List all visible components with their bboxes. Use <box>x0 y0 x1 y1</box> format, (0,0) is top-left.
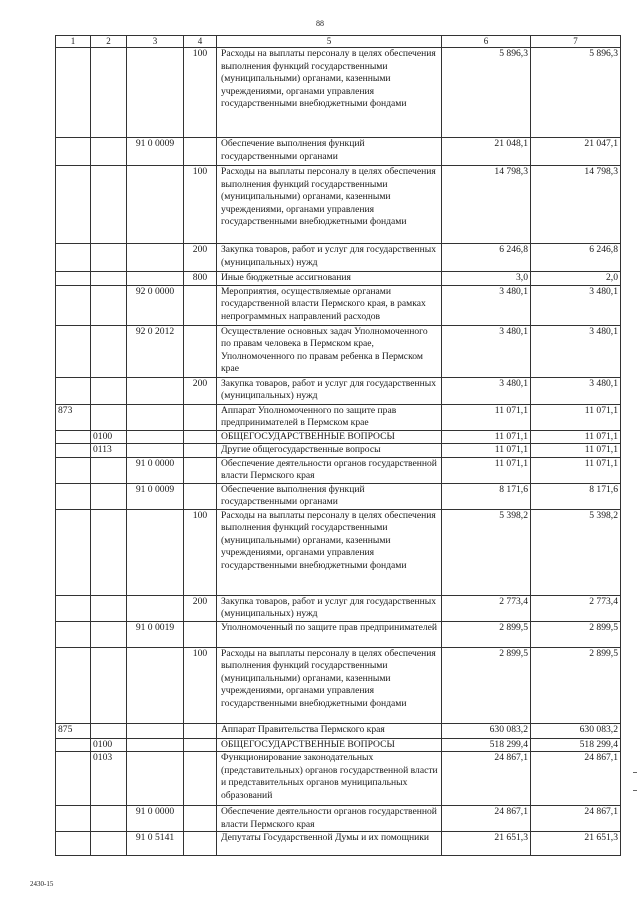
name-cell: Закупка товаров, работ и услуг для государственных (муниципальных) нужд <box>217 377 442 404</box>
ministry-code-cell <box>56 244 91 272</box>
table-row <box>56 325 621 377</box>
table-header-row <box>56 36 621 48</box>
expense-type-cell: 100 <box>184 509 217 595</box>
target-article-cell <box>127 272 184 286</box>
target-article-cell: 92 0 2012 <box>127 325 184 377</box>
amount-cell: 8 171,6 <box>531 483 621 509</box>
amount-cell: 24 867,1 <box>442 806 531 832</box>
name-cell: Иные бюджетные ассигнования <box>217 272 442 286</box>
section-code-cell <box>91 595 127 621</box>
table-row <box>56 595 621 621</box>
section-code-cell <box>91 832 127 856</box>
table-row <box>56 404 621 430</box>
amount-cell: 6 246,8 <box>442 244 531 272</box>
amount-cell: 2 899,5 <box>442 647 531 723</box>
expense-type-cell: 800 <box>184 272 217 286</box>
amount-cell: 11 071,1 <box>531 444 621 458</box>
amount-cell: 3,0 <box>442 272 531 286</box>
name-cell: Обеспечение выполнения функций государственными органами <box>217 483 442 509</box>
column-header: 2 <box>91 36 127 48</box>
margin-mark <box>633 772 637 773</box>
ministry-code-cell <box>56 285 91 325</box>
amount-cell: 5 896,3 <box>442 48 531 138</box>
table-row <box>56 738 621 752</box>
table-row <box>56 166 621 244</box>
expense-type-cell <box>184 621 217 647</box>
amount-cell: 3 480,1 <box>442 285 531 325</box>
expense-type-cell <box>184 457 217 483</box>
target-article-cell: 91 0 0009 <box>127 483 184 509</box>
table-row <box>56 430 621 444</box>
table-row <box>56 457 621 483</box>
amount-cell: 3 480,1 <box>442 325 531 377</box>
section-code-cell: 0100 <box>91 738 127 752</box>
amount-cell: 2 899,5 <box>442 621 531 647</box>
ministry-code-cell <box>56 48 91 138</box>
table-row <box>56 832 621 856</box>
name-cell: Депутаты Государственной Думы и их помощники <box>217 832 442 856</box>
section-code-cell <box>91 723 127 738</box>
amount-cell: 21 651,3 <box>442 832 531 856</box>
table-row <box>56 483 621 509</box>
amount-cell: 3 480,1 <box>442 377 531 404</box>
section-code-cell: 0100 <box>91 430 127 444</box>
amount-cell: 11 071,1 <box>531 404 621 430</box>
section-code-cell <box>91 483 127 509</box>
expense-type-cell <box>184 723 217 738</box>
amount-cell: 14 798,3 <box>531 166 621 244</box>
name-cell: Функционирование законодательных (представительных) органов государственной власти и представительных органов муниципальных образований <box>217 752 442 806</box>
expense-type-cell <box>184 430 217 444</box>
name-cell: Мероприятия, осуществляемые органами государственной власти Пермского края, в рамках непрограммных направлений расходов <box>217 285 442 325</box>
amount-cell: 630 083,2 <box>531 723 621 738</box>
column-header: 3 <box>127 36 184 48</box>
document-code: 2430-15 <box>30 880 54 888</box>
amount-cell: 3 480,1 <box>531 325 621 377</box>
target-article-cell <box>127 244 184 272</box>
target-article-cell <box>127 723 184 738</box>
target-article-cell <box>127 430 184 444</box>
target-article-cell <box>127 404 184 430</box>
table-row <box>56 509 621 595</box>
expense-type-cell <box>184 325 217 377</box>
target-article-cell <box>127 48 184 138</box>
ministry-code-cell <box>56 752 91 806</box>
amount-cell: 21 047,1 <box>531 138 621 166</box>
section-code-cell <box>91 457 127 483</box>
section-code-cell <box>91 806 127 832</box>
name-cell: Расходы на выплаты персоналу в целях обеспечения выполнения функций государственными (муниципальными) органами, казенными учреждениями, органами управления государственными внебюджетными фондами <box>217 166 442 244</box>
ministry-code-cell <box>56 509 91 595</box>
expense-type-cell <box>184 483 217 509</box>
table-row <box>56 244 621 272</box>
name-cell: Обеспечение деятельности органов государственной власти Пермского края <box>217 457 442 483</box>
table-row <box>56 48 621 138</box>
name-cell: ОБЩЕГОСУДАРСТВЕННЫЕ ВОПРОСЫ <box>217 738 442 752</box>
amount-cell: 6 246,8 <box>531 244 621 272</box>
section-code-cell: 0113 <box>91 444 127 458</box>
name-cell: Расходы на выплаты персоналу в целях обеспечения выполнения функций государственными (муниципальными) органами, казенными учреждениями, органами управления государственными внебюджетными фондами <box>217 48 442 138</box>
expense-type-cell <box>184 806 217 832</box>
amount-cell: 11 071,1 <box>531 457 621 483</box>
amount-cell: 3 480,1 <box>531 377 621 404</box>
amount-cell: 11 071,1 <box>531 430 621 444</box>
expense-type-cell <box>184 138 217 166</box>
target-article-cell <box>127 509 184 595</box>
ministry-code-cell <box>56 444 91 458</box>
amount-cell: 518 299,4 <box>531 738 621 752</box>
ministry-code-cell <box>56 430 91 444</box>
name-cell: Расходы на выплаты персоналу в целях обеспечения выполнения функций государственными (муниципальными) органами, казенными учреждениями, органами управления государственными внебюджетными фондами <box>217 647 442 723</box>
ministry-code-cell <box>56 457 91 483</box>
amount-cell: 24 867,1 <box>442 752 531 806</box>
amount-cell: 11 071,1 <box>442 430 531 444</box>
ministry-code-cell: 873 <box>56 404 91 430</box>
column-header: 1 <box>56 36 91 48</box>
expense-type-cell: 100 <box>184 166 217 244</box>
ministry-code-cell <box>56 377 91 404</box>
table-row <box>56 723 621 738</box>
table-row <box>56 377 621 404</box>
expense-type-cell <box>184 752 217 806</box>
name-cell: Закупка товаров, работ и услуг для государственных (муниципальных) нужд <box>217 244 442 272</box>
amount-cell: 14 798,3 <box>442 166 531 244</box>
table-row <box>56 285 621 325</box>
amount-cell: 11 071,1 <box>442 404 531 430</box>
column-header: 7 <box>531 36 621 48</box>
amount-cell: 5 398,2 <box>442 509 531 595</box>
amount-cell: 8 171,6 <box>442 483 531 509</box>
expense-type-cell <box>184 285 217 325</box>
target-article-cell <box>127 377 184 404</box>
amount-cell: 5 896,3 <box>531 48 621 138</box>
budget-table <box>55 35 621 856</box>
target-article-cell <box>127 595 184 621</box>
column-header: 5 <box>217 36 442 48</box>
target-article-cell <box>127 166 184 244</box>
name-cell: Обеспечение деятельности органов государственной власти Пермского края <box>217 806 442 832</box>
section-code-cell <box>91 377 127 404</box>
section-code-cell <box>91 138 127 166</box>
section-code-cell <box>91 244 127 272</box>
amount-cell: 24 867,1 <box>531 752 621 806</box>
amount-cell: 21 651,3 <box>531 832 621 856</box>
section-code-cell <box>91 325 127 377</box>
name-cell: ОБЩЕГОСУДАРСТВЕННЫЕ ВОПРОСЫ <box>217 430 442 444</box>
target-article-cell: 91 0 0000 <box>127 457 184 483</box>
section-code-cell <box>91 272 127 286</box>
name-cell: Аппарат Правительства Пермского края <box>217 723 442 738</box>
margin-mark <box>633 790 637 791</box>
table-row <box>56 138 621 166</box>
section-code-cell <box>91 621 127 647</box>
ministry-code-cell <box>56 483 91 509</box>
name-cell: Расходы на выплаты персоналу в целях обеспечения выполнения функций государственными (муниципальными) органами, казенными учреждениями, органами управления государственными внебюджетными фондами <box>217 509 442 595</box>
amount-cell: 2 773,4 <box>531 595 621 621</box>
section-code-cell <box>91 404 127 430</box>
target-article-cell: 91 0 0019 <box>127 621 184 647</box>
expense-type-cell <box>184 832 217 856</box>
section-code-cell <box>91 48 127 138</box>
target-article-cell <box>127 647 184 723</box>
ministry-code-cell: 875 <box>56 723 91 738</box>
amount-cell: 630 083,2 <box>442 723 531 738</box>
ministry-code-cell <box>56 138 91 166</box>
amount-cell: 2 899,5 <box>531 647 621 723</box>
amount-cell: 2 773,4 <box>442 595 531 621</box>
amount-cell: 24 867,1 <box>531 806 621 832</box>
column-header: 4 <box>184 36 217 48</box>
expense-type-cell: 200 <box>184 595 217 621</box>
target-article-cell <box>127 738 184 752</box>
ministry-code-cell <box>56 621 91 647</box>
target-article-cell: 91 0 0000 <box>127 806 184 832</box>
table-row <box>56 444 621 458</box>
expense-type-cell: 100 <box>184 647 217 723</box>
expense-type-cell: 100 <box>184 48 217 138</box>
ministry-code-cell <box>56 272 91 286</box>
expense-type-cell <box>184 404 217 430</box>
name-cell: Осуществление основных задач Уполномоченного по правам человека в Пермском крае, Уполномоченного по правам ребенка в Пермском крае <box>217 325 442 377</box>
column-header: 6 <box>442 36 531 48</box>
name-cell: Обеспечение выполнения функций государственными органами <box>217 138 442 166</box>
page-number: 88 <box>316 19 324 28</box>
ministry-code-cell <box>56 166 91 244</box>
table-row <box>56 752 621 806</box>
table-row <box>56 621 621 647</box>
ministry-code-cell <box>56 647 91 723</box>
ministry-code-cell <box>56 595 91 621</box>
ministry-code-cell <box>56 325 91 377</box>
name-cell: Закупка товаров, работ и услуг для государственных (муниципальных) нужд <box>217 595 442 621</box>
amount-cell: 11 071,1 <box>442 457 531 483</box>
section-code-cell <box>91 647 127 723</box>
expense-type-cell <box>184 444 217 458</box>
table-row <box>56 272 621 286</box>
name-cell: Другие общегосударственные вопросы <box>217 444 442 458</box>
amount-cell: 2 899,5 <box>531 621 621 647</box>
ministry-code-cell <box>56 806 91 832</box>
ministry-code-cell <box>56 738 91 752</box>
section-code-cell: 0103 <box>91 752 127 806</box>
target-article-cell: 91 0 0009 <box>127 138 184 166</box>
amount-cell: 518 299,4 <box>442 738 531 752</box>
target-article-cell: 92 0 0000 <box>127 285 184 325</box>
ministry-code-cell <box>56 832 91 856</box>
amount-cell: 21 048,1 <box>442 138 531 166</box>
amount-cell: 11 071,1 <box>442 444 531 458</box>
section-code-cell <box>91 509 127 595</box>
table-row <box>56 647 621 723</box>
expense-type-cell: 200 <box>184 244 217 272</box>
target-article-cell: 91 0 5141 <box>127 832 184 856</box>
amount-cell: 3 480,1 <box>531 285 621 325</box>
table-row <box>56 806 621 832</box>
section-code-cell <box>91 166 127 244</box>
name-cell: Уполномоченный по защите прав предпринимателей <box>217 621 442 647</box>
amount-cell: 5 398,2 <box>531 509 621 595</box>
expense-type-cell: 200 <box>184 377 217 404</box>
target-article-cell <box>127 752 184 806</box>
amount-cell: 2,0 <box>531 272 621 286</box>
name-cell: Аппарат Уполномоченного по защите прав предпринимателей в Пермском крае <box>217 404 442 430</box>
expense-type-cell <box>184 738 217 752</box>
section-code-cell <box>91 285 127 325</box>
target-article-cell <box>127 444 184 458</box>
